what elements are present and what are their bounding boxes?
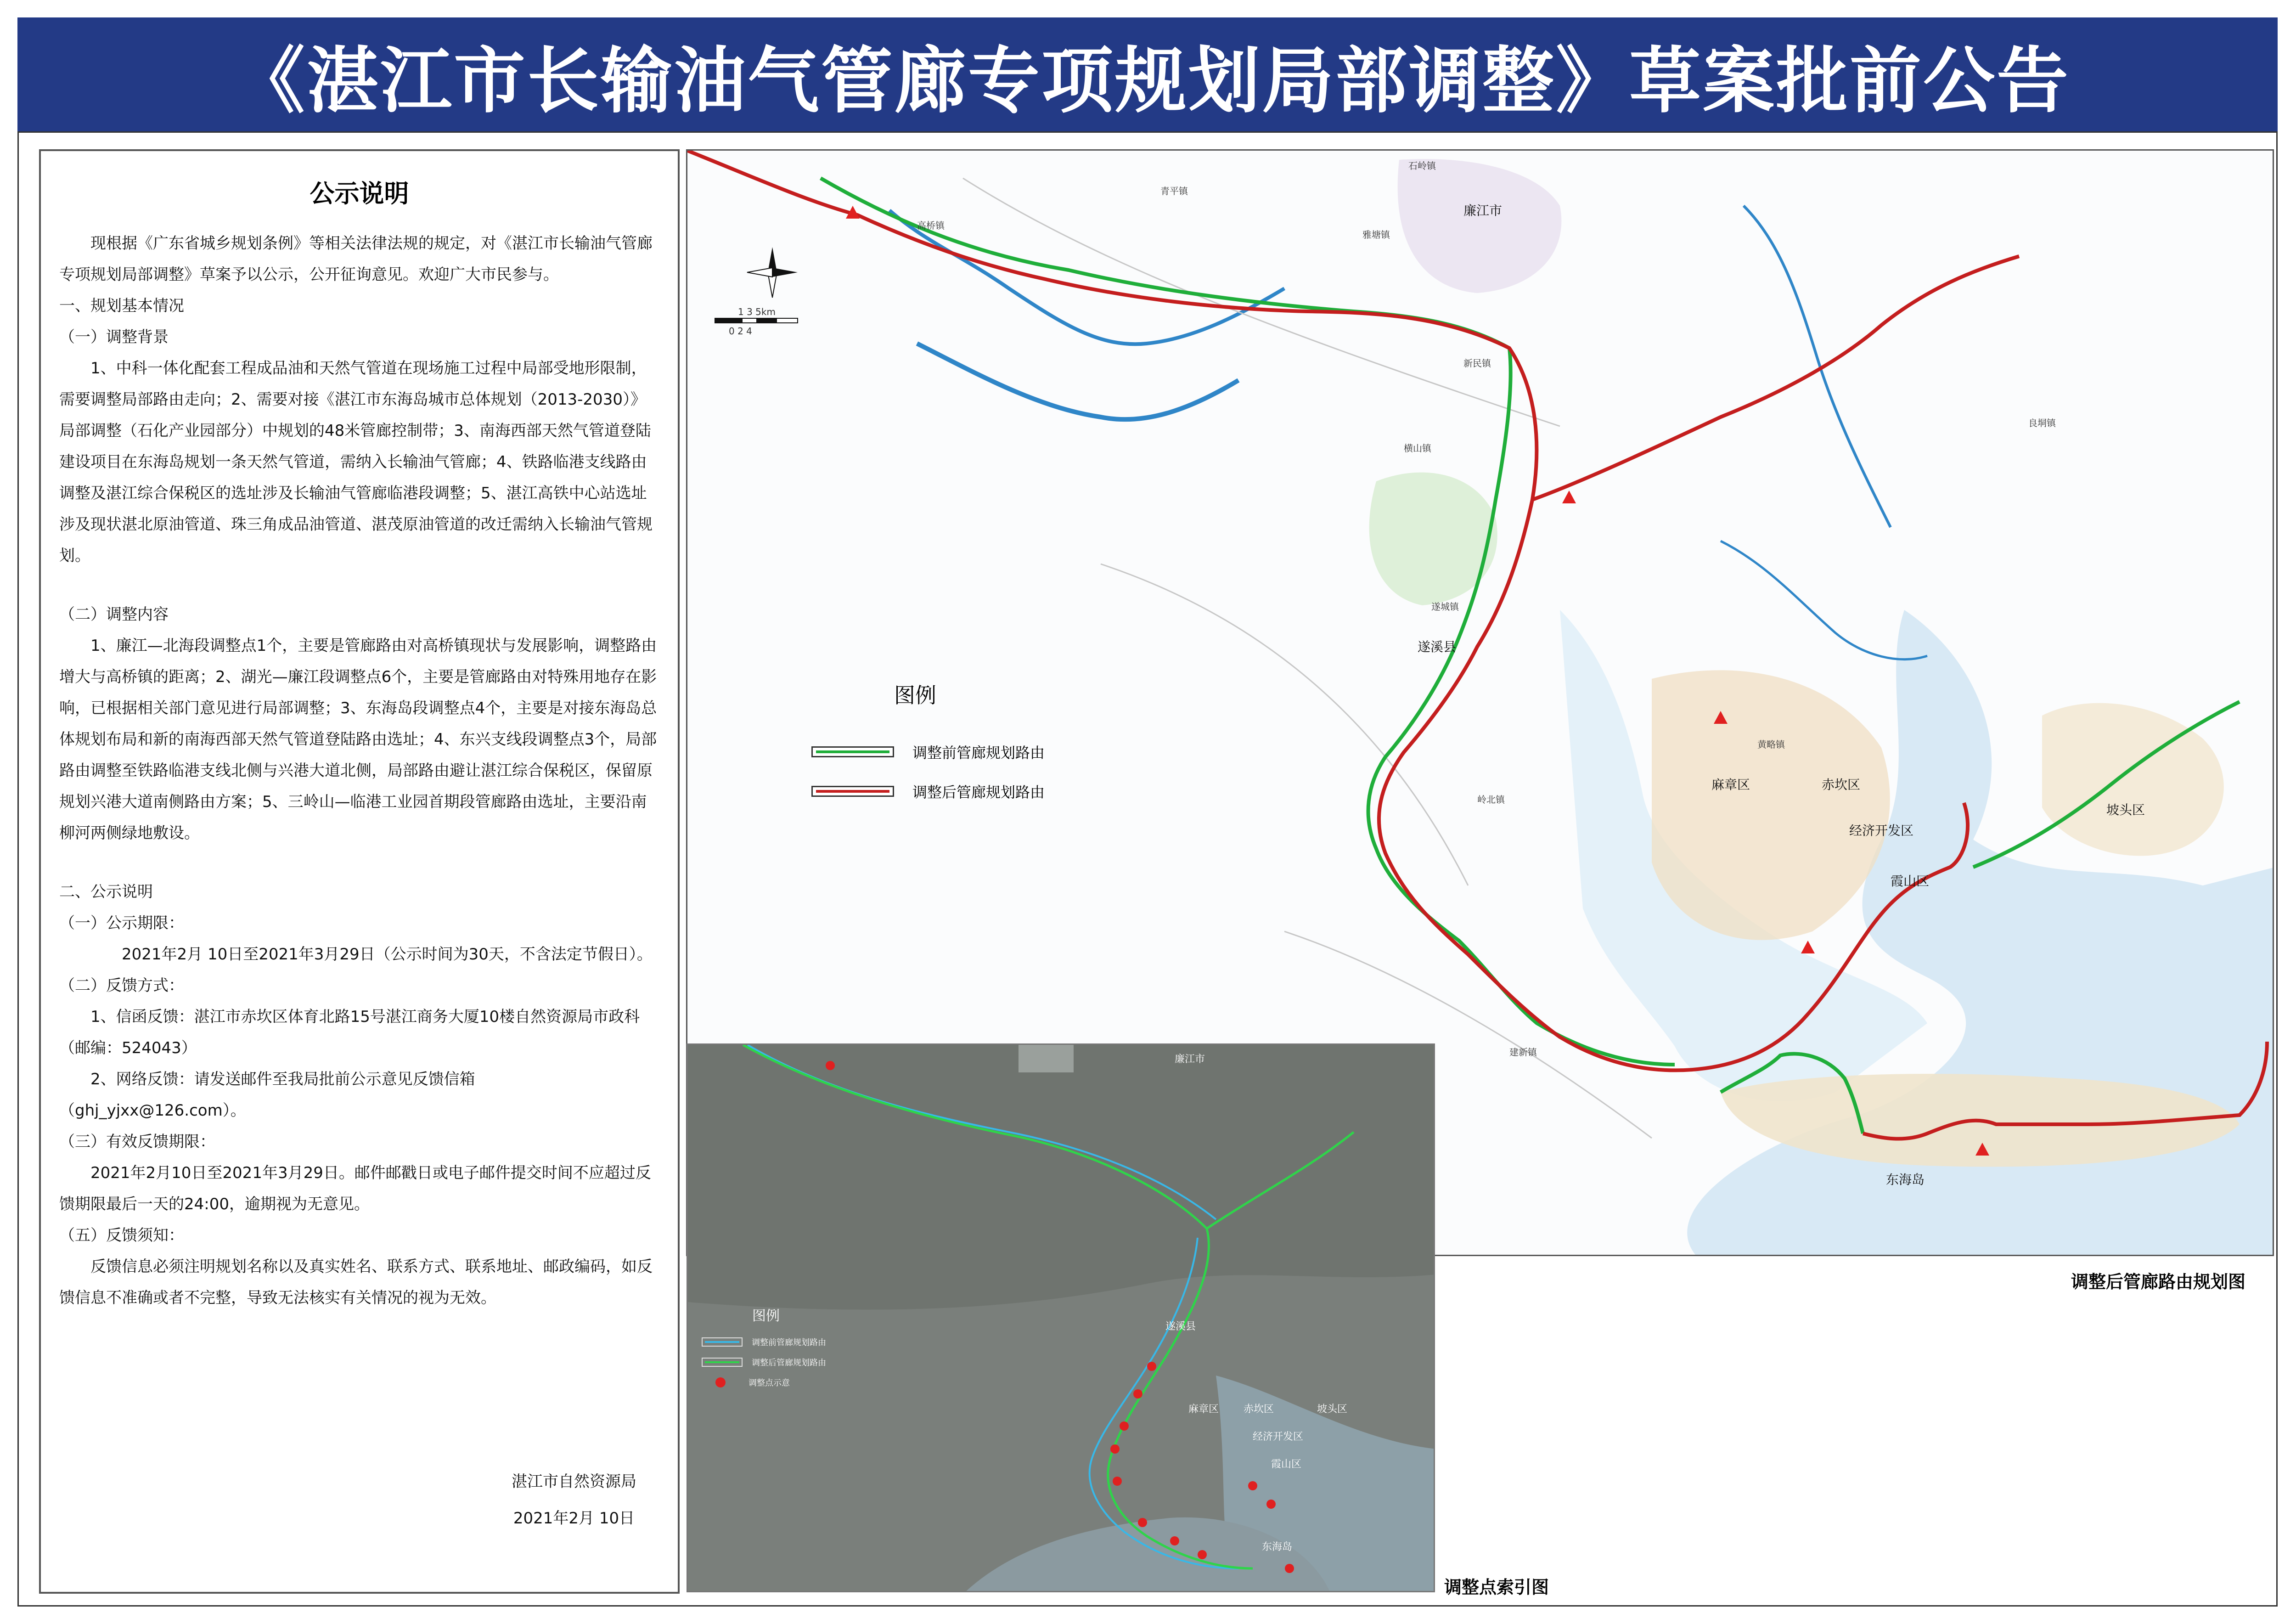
label-suicheng: 遂城镇 <box>1431 601 1459 612</box>
issuing-organization: 湛江市自然资源局 <box>512 1472 636 1491</box>
title-banner <box>17 17 2278 131</box>
web-feedback-text: 2、网络反馈：请发送邮件至我局批前公示意见反馈信箱 <box>90 1070 475 1088</box>
period-text: 2021年2月 10日至2021年3月29日（公示时间为30天，不含法定节假日）。 <box>122 945 653 964</box>
inset-label-suixi: 遂溪县 <box>1165 1321 1196 1332</box>
index-map-caption: 调整点索引图 <box>1444 1577 1549 1597</box>
inset-label-donghai: 东海岛 <box>1262 1541 1293 1553</box>
rules-text: 反馈信息必须注明规划名称以及真实姓名、联系方式、联系地址、邮政编码，如反馈信息不准确或者不完整，导致无法核实有关情况的视为无效。 <box>59 1257 653 1307</box>
adjustment-point-icon <box>715 1377 726 1387</box>
page-title: 《湛江市长输油气管廊专项规划局部调整》草案批前公告 <box>233 39 2070 123</box>
legend-label-after: 调整后管廊规划路由 <box>912 784 1045 801</box>
section-1-heading: 一、规划基本情况 <box>59 297 184 315</box>
label-huangpo: 黄略镇 <box>1757 739 1785 750</box>
label-shiling: 石岭镇 <box>1408 160 1436 171</box>
section-1-1-heading: （一）调整背景 <box>59 328 169 346</box>
label-suixi: 遂溪县 <box>1418 639 1457 654</box>
scale-bar-ticks: 0 2 4 <box>729 326 752 337</box>
label-potou: 坡头区 <box>2106 802 2145 818</box>
inset-legend-label-before: 调整前管廊规划路由 <box>752 1338 826 1348</box>
section-2-1-heading: （一）公示期限： <box>59 914 184 932</box>
label-gaoqiao: 高桥镇 <box>917 220 945 231</box>
label-donghai: 东海岛 <box>1886 1172 1925 1187</box>
lianjiang-urban <box>1398 159 1562 293</box>
label-yatang: 雅塘镇 <box>1362 229 1390 240</box>
legend-item-before <box>811 741 1133 762</box>
road-2 <box>1101 564 1468 885</box>
legend-item-after <box>811 781 1133 802</box>
section-2-5-heading: （五）反馈须知： <box>59 1226 184 1245</box>
urban-core <box>1652 670 1890 940</box>
scale-bar-label: 1 3 5km <box>738 306 776 317</box>
label-mazhang: 麻章区 <box>1711 777 1750 792</box>
label-lianjiang: 廉江市 <box>1463 203 1503 218</box>
label-xinmin: 新民镇 <box>1463 358 1491 369</box>
inset-label-mazhang: 麻章区 <box>1188 1404 1219 1415</box>
notice-intro: 现根据《广东省城乡规划条例》等相关法律法规的规定，对《湛江市长输油气管廊专项规划局部调整》草案予以公示，公开征询意见。欢迎广大市民参与。 <box>59 234 653 284</box>
section-1-2-heading: （二）调整内容 <box>59 605 169 624</box>
notice-panel <box>39 149 680 1594</box>
index-map <box>687 1043 1435 1592</box>
label-xiashan: 霞山区 <box>1891 874 1930 889</box>
label-chikan: 赤坎区 <box>1822 777 1861 792</box>
main-legend-title: 图例 <box>894 683 936 708</box>
inset-label-chikan: 赤坎区 <box>1244 1404 1274 1415</box>
section-2-3-heading: （三）有效反馈期限： <box>59 1133 215 1151</box>
label-qingping: 青平镇 <box>1160 186 1188 197</box>
inset-label-xiashan: 霞山区 <box>1271 1459 1302 1470</box>
river-branch <box>1721 541 1927 660</box>
label-jianxin: 建新镇 <box>1509 1047 1537 1058</box>
river-mid <box>917 344 1238 419</box>
inset-legend-after <box>702 1356 876 1368</box>
main-map-caption: 调整后管廊路由规划图 <box>2071 1272 2246 1292</box>
main-map-legend <box>811 679 1133 844</box>
issue-date: 2021年2月 10日 <box>513 1509 635 1528</box>
inset-legend-point <box>702 1376 876 1388</box>
legend-swatch-after <box>811 786 894 797</box>
inset-legend-title: 图例 <box>752 1308 780 1324</box>
river-west <box>889 210 1284 344</box>
section-2-heading: 二、公示说明 <box>59 883 153 901</box>
inset-legend-before <box>702 1336 876 1348</box>
label-jingji: 经济开发区 <box>1849 823 1914 838</box>
feedback-email: （ghj_yjxx@126.com）。 <box>59 1101 246 1120</box>
inset-land-dark <box>688 1045 1435 1310</box>
river-east <box>1744 206 1891 527</box>
background-text: 1、中科一体化配套工程成品油和天然气管道在现场施工过程中局部受地形限制，需要调整局部路由走向；2、需要对接《湛江市东海岛城市总体规划（2013-2030）》局部调整（石化产业园部分）中规划的48米管廊控制带；3、南海西部天然气管道登陆建设项目在东海岛规划一条天然气管道，需纳入长输油气管廊；4、铁路临港支线路由调整及湛江综合保税区的选址涉及长输油气管廊临港段调整；5、湛江高铁中心站选址涉及现状湛北原油管道、珠三角成品油管道、湛茂原油管道的改迁需纳入长输油气管规划。 <box>59 359 653 565</box>
inset-legend-label-point: 调整点示意 <box>748 1378 790 1388</box>
label-liangdong: 良垌镇 <box>2028 417 2056 429</box>
mail-feedback-text: 1、信函反馈：湛江市赤坎区体育北路15号湛江商务大厦10楼自然资源局市政科（邮编：524043） <box>59 1008 640 1057</box>
scale-bar <box>715 318 798 323</box>
inset-label-lianjiang: 廉江市 <box>1175 1054 1205 1065</box>
legend-swatch-before <box>811 746 894 757</box>
deadline-text: 2021年2月10日至2021年3月29日。邮件邮戳日或电子邮件提交时间不应超过反馈期限最后一天的24:00，逾期视为无意见。 <box>59 1164 651 1213</box>
index-map-legend <box>702 1304 876 1397</box>
inset-label-jingji: 经济开发区 <box>1253 1431 1304 1443</box>
section-2-2-heading: （二）反馈方式： <box>59 976 184 995</box>
content-text: 1、廉江—北海段调整点1个，主要是管廊路由对高桥镇现状与发展影响，调整路由增大与高桥镇的距离；2、湖光—廉江段调整点6个，主要是管廊路由对特殊用地存在影响，已根据相关部门意见进行局部调整；3、东海岛段调整点4个，主要是对接东海岛总体规划布局和新的南海西部天然气管道登陆路由选址；4、东兴支线段调整点3个，局部路由调整至铁路临港支线北侧与兴港大道北侧，局部路由避让湛江综合保税区，保留原规划兴港大道南侧路由方案；5、三岭山—临港工业园首期段管廊路由选址，主要沿南柳河两侧绿地敷设。 <box>59 637 657 842</box>
signoff <box>512 1463 636 1537</box>
legend-label-before: 调整前管廊规划路由 <box>912 744 1045 761</box>
north-arrow-icon <box>747 247 798 298</box>
notice-heading: 公示说明 <box>310 179 409 208</box>
inset-label-potou: 坡头区 <box>1317 1404 1348 1415</box>
label-lingbei: 岭北镇 <box>1477 794 1505 805</box>
label-hengshan: 横山镇 <box>1404 443 1431 454</box>
inset-legend-label-after: 调整后管廊规划路由 <box>752 1358 826 1368</box>
